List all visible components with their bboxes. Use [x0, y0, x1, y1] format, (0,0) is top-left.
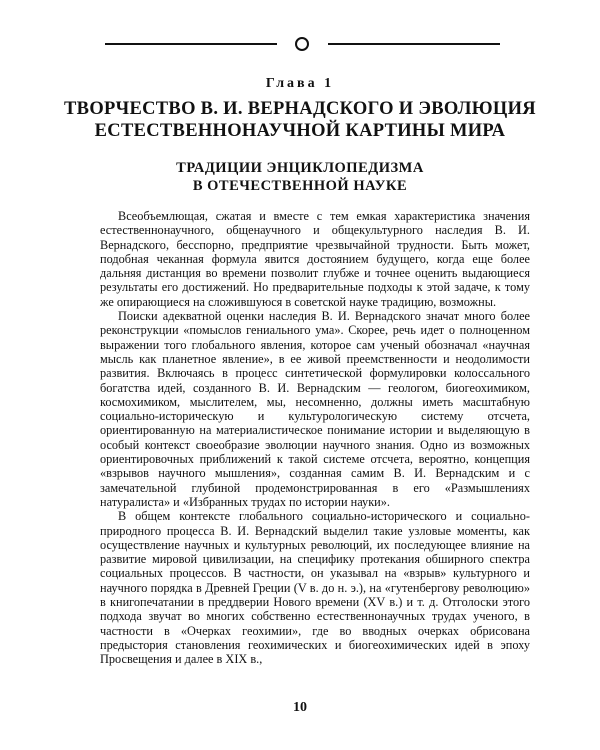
chapter-title [40, 98, 560, 142]
chapter-label: Глава 1 [265, 76, 335, 91]
chapter-title-line-1: ТВОРЧЕСТВО В. И. ВЕРНАДСКОГО И ЭВОЛЮЦИЯ [64, 99, 536, 119]
ornament-rule-right [328, 43, 500, 45]
section-title [100, 159, 500, 195]
ornament-rule-left [105, 43, 277, 45]
paragraph: Всеобъемлющая, сжатая и вместе с тем емкая характеристика значения естественнонаучного, общенаучного и общекультурного наследия В. И. Вернадского, бесспорно, предприятие чрезвычайной трудности. Быть может, подобная чеканная формула явится достоянием будущего, когда еще более дальняя дистанция во времени позволит глубже и точнее оценить выдающиеся результаты его достижений. Но предварительные подходы к этой задаче, к тому же опирающиеся на сложившуюся в советской науке традицию, возможны. [100, 209, 530, 309]
ornament-circle-icon [295, 37, 309, 51]
header-ornament [105, 34, 500, 54]
page-number: 10 [293, 700, 307, 715]
section-title-line-2: В ОТЕЧЕСТВЕННОЙ НАУКЕ [192, 178, 408, 194]
paragraph: В общем контексте глобального социально-исторического и социально-природного процесса В. И. Вернадский выделил такие узловые моменты, как осуществление научных и культурных революций, их последующее влияние на развитие мировой цивилизации, на специфику протекания обширного спектра социальных процессов. В частности, он указывал на «взрыв» культурного и научного порядка в Древней Греции (V в. до н. э.), на «гутенбергову революцию» в книгопечатании в преддверии Нового времени (XV в.) и т. д. Отголоски этого подхода звучат во многих собственно естественнонаучных трудах ученого, в частности в «Очерках геохимии», где во вводных очерках обрисована предыстория становления геохимических и биогеохимических идей в эпоху Просвещения и далее в XIX в., [100, 509, 530, 667]
chapter-title-line-2: ЕСТЕСТВЕННОНАУЧНОЙ КАРТИНЫ МИРА [94, 121, 506, 141]
paragraph: Поиски адекватной оценки наследия В. И. Вернадского значат много более реконструкции «помыслов гениального ума». Скорее, речь идет о полноценном выражении того глобального явления, которое сам ученый обозначал «научная мысль как планетное явление», в ее живой преемственности и неодолимости развития. Включаясь в процесс синтетической формулировки колоссального богатства идей, созданного В. И. Вернадским — геологом, биогеохимиком, космохимиком, мыслителем, мы, несомненно, должны иметь масштабную социально-историческую и культурологическую систему отсчета, ориентированную на материалистическое понимание истории и выделяющую в особый контекст своеобразие эволюции научного знания. Одно из возможных ориентировочных приближений к такой системе отсчета, вероятно, концепция «взрывов научного мышления», созданная самим В. И. Вернадским и с замечательной глубиной продемонстрированная в его «Размышлениях натуралиста» и «Избранных трудах по истории науки». [100, 309, 530, 509]
body-text [100, 209, 530, 667]
section-title-line-1: ТРАДИЦИИ ЭНЦИКЛОПЕДИЗМА [176, 160, 424, 176]
